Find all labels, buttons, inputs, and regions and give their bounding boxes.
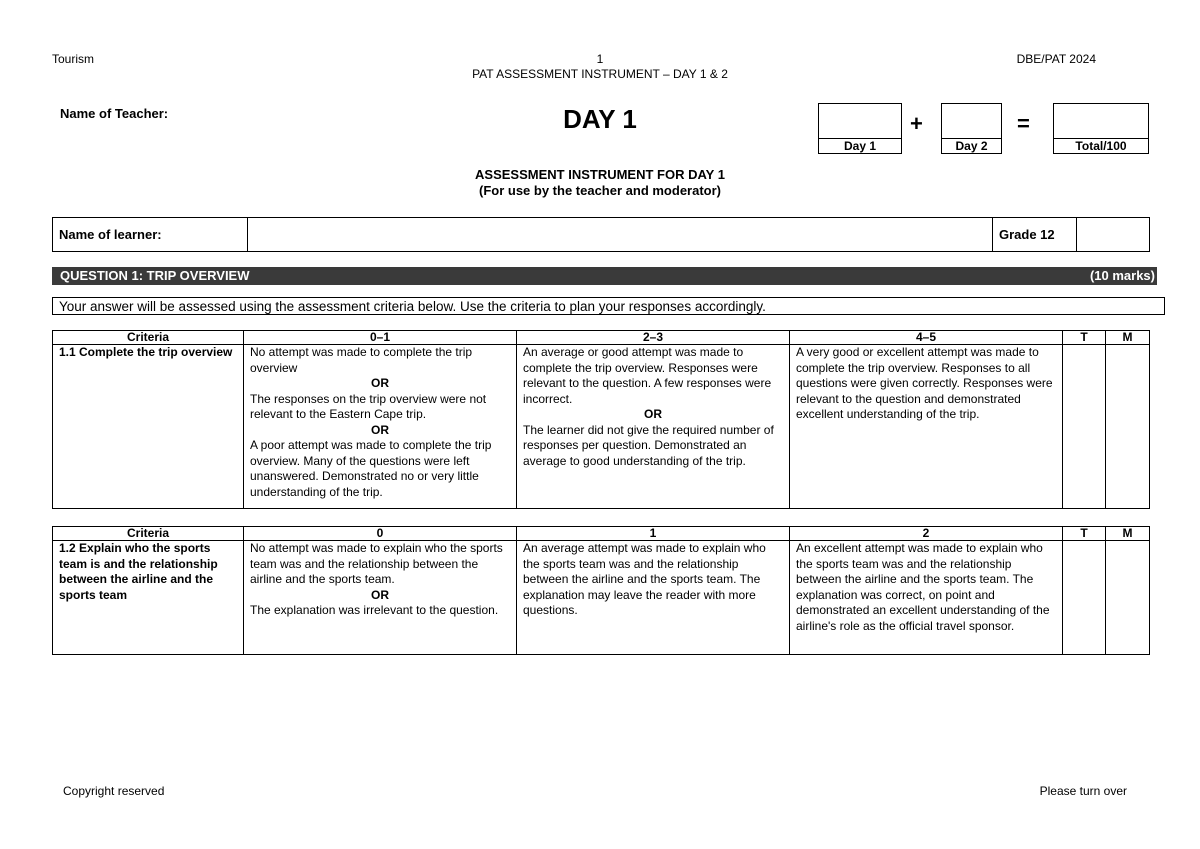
day2-score-label: Day 2 <box>942 138 1001 153</box>
rubric-table-2 <box>52 526 1150 655</box>
header-page-number: 1 <box>596 52 604 66</box>
day1-score-label: Day 1 <box>819 138 901 153</box>
header-subject: Tourism <box>52 52 95 66</box>
descriptor-text: No attempt was made to explain who the sports team was and the relationship between the airline and the sports team. <box>250 541 503 586</box>
descriptor-text: An average attempt was made to explain who the sports team was and the relationship between the airline and the sports team. The explanation may leave the reader with more questions. <box>523 541 766 617</box>
descriptor-text: The learner did not give the required number of responses per question. Demonstrated an average to good understanding of the trip. <box>523 422 774 468</box>
day-title: DAY 1 <box>563 104 637 134</box>
descriptor-1 <box>517 541 790 655</box>
descriptor-text: The responses on the trip overview were not relevant to the Eastern Cape trip. <box>250 391 487 421</box>
total-score-box[interactable] <box>1053 103 1149 154</box>
footer-turn-over: Please turn over <box>1039 784 1127 798</box>
instrument-subtitle: (For use by the teacher and moderator) <box>479 183 721 198</box>
descriptor-0-1 <box>244 345 517 509</box>
header-code: DBE/PAT 2024 <box>1016 52 1096 66</box>
teacher-mark-field[interactable] <box>1063 541 1106 655</box>
teacher-label: Name of Teacher: <box>60 106 169 121</box>
moderator-mark-field[interactable] <box>1106 345 1150 509</box>
score-header-2-3: 2–3 <box>517 331 790 345</box>
descriptor-2-3 <box>517 345 790 509</box>
descriptor-4-5 <box>790 345 1063 509</box>
learner-name-label: Name of learner: <box>53 218 248 252</box>
descriptor-0 <box>244 541 517 655</box>
day2-score-box[interactable] <box>941 103 1002 154</box>
descriptor-text: A very good or excellent attempt was made to complete the trip overview. Responses to all questions were given correctly. Responses were relevant to the question and demonstrated excellent understanding of the trip. <box>796 345 1053 421</box>
or-separator: OR <box>371 422 389 437</box>
or-separator: OR <box>644 407 662 421</box>
teacher-header: T <box>1063 527 1106 541</box>
grade-label: Grade 12 <box>993 218 1077 252</box>
score-header-2: 2 <box>790 527 1063 541</box>
plus-sign: + <box>910 111 923 136</box>
teacher-header: T <box>1063 331 1106 345</box>
criterion-1-2: 1.2 Explain who the sports team is and the relationship between the airline and the sports team <box>53 541 244 655</box>
equals-sign: = <box>1017 111 1030 136</box>
descriptor-2 <box>790 541 1063 655</box>
learner-name-field[interactable] <box>248 218 993 252</box>
descriptor-text: The explanation was irrelevant to the question. <box>250 603 499 617</box>
moderator-header: M <box>1106 527 1150 541</box>
question-title: QUESTION 1: TRIP OVERVIEW <box>60 268 250 283</box>
descriptor-text: An excellent attempt was made to explain who the sports team was and the relationship between the airline and the sports team. The explanation was correct, on point and demonstrated an excellent understanding of the airline's role as the official travel sponsor. <box>796 541 1050 633</box>
criterion-1-1: 1.1 Complete the trip overview <box>53 345 244 509</box>
score-header-4-5: 4–5 <box>790 331 1063 345</box>
instrument-title: ASSESSMENT INSTRUMENT FOR DAY 1 <box>475 167 725 182</box>
question-marks: (10 marks) <box>1089 268 1155 283</box>
footer-copyright: Copyright reserved <box>63 784 165 798</box>
or-separator: OR <box>371 376 389 390</box>
rubric-table-1 <box>52 330 1150 509</box>
grade-field[interactable] <box>1077 218 1150 252</box>
descriptor-text: No attempt was made to complete the trip overview <box>250 345 473 375</box>
question-bar <box>52 267 1157 285</box>
instruction-box: Your answer will be assessed using the assessment criteria below. Use the criteria to plan your responses accordingly. <box>52 297 1165 315</box>
score-header-0: 0 <box>244 527 517 541</box>
score-header-1: 1 <box>517 527 790 541</box>
header-subtitle: PAT ASSESSMENT INSTRUMENT – DAY 1 & 2 <box>472 67 728 81</box>
descriptor-text: An average or good attempt was made to complete the trip overview. Responses were relevant to the question. A few responses were incorrect. <box>523 345 772 406</box>
teacher-mark-field[interactable] <box>1063 345 1106 509</box>
learner-table <box>52 217 1150 252</box>
moderator-header: M <box>1106 331 1150 345</box>
descriptor-text: A poor attempt was made to complete the trip overview. Many of the questions were left unanswered. Demonstrated no or very little understanding of the trip. <box>250 438 492 499</box>
total-score-label: Total/100 <box>1054 138 1148 153</box>
or-separator: OR <box>371 587 389 602</box>
criteria-header: Criteria <box>53 527 244 541</box>
score-header-0-1: 0–1 <box>244 331 517 345</box>
criteria-header: Criteria <box>53 331 244 345</box>
moderator-mark-field[interactable] <box>1106 541 1150 655</box>
day1-score-box[interactable] <box>818 103 902 154</box>
